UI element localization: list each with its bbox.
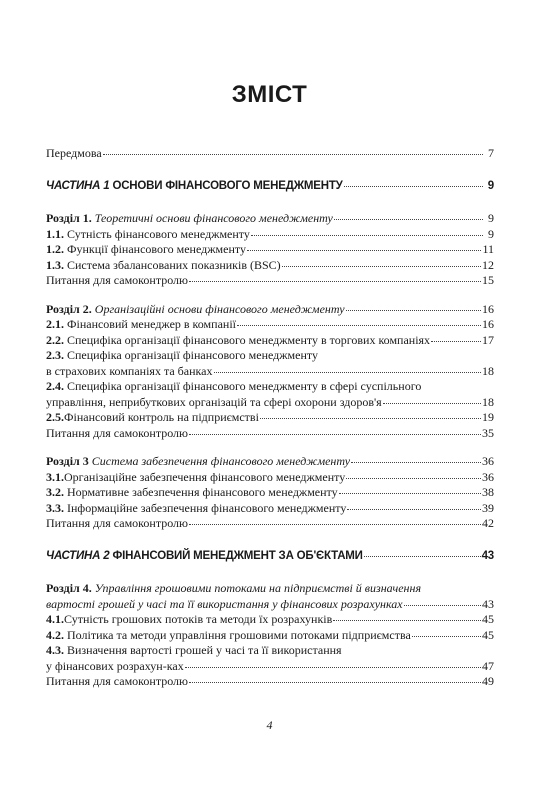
entry-number: 2.3. (46, 348, 64, 362)
dot-leader (351, 462, 481, 463)
page-number: 42 (482, 516, 494, 530)
entry-number: 3.3. (46, 500, 64, 515)
entry-text: Специфіка організації фінансового менеджменту в сфері суспільного (67, 379, 422, 393)
toc-entry-2-5[interactable] (46, 410, 494, 426)
part-label: ЧАСТИНА 2 (46, 549, 110, 562)
dot-leader (334, 219, 483, 220)
entry-number: 3.1. (46, 469, 64, 484)
page-number: 36 (482, 454, 494, 468)
dot-leader (189, 682, 481, 683)
toc-entry-preface[interactable] (46, 146, 494, 162)
toc-entry-1-3[interactable] (46, 258, 494, 274)
dot-leader (339, 493, 481, 494)
entry-text: Специфіка організації фінансового менеджменту (67, 348, 318, 362)
page-number: 16 (482, 317, 494, 331)
entry-text: Система збалансованих показників (BSC) (67, 257, 281, 272)
toc-entry-2-3-line-1[interactable] (46, 348, 494, 364)
page-folio: 4 (266, 718, 273, 732)
entry-text: Передмова (46, 146, 102, 160)
entry-number: 3.2. (46, 485, 64, 499)
entry-text: Питання для самоконтролю (46, 674, 189, 688)
section-title: Управління грошовими потоками на підприємстві й визначення (94, 581, 422, 595)
page-number: 16 (482, 301, 494, 316)
toc-entry-2-3-line-2[interactable] (46, 364, 494, 380)
page-number: 43 (481, 549, 494, 562)
page-number: 45 (482, 627, 494, 642)
page-number: 36 (482, 469, 494, 484)
entry-text: Питання для самоконтролю (46, 516, 189, 530)
page-number: 38 (482, 485, 494, 499)
toc-entry-2-1[interactable] (46, 317, 494, 333)
entry-text: Сутність грошових потоків та методи їх розрахунків (64, 612, 333, 626)
entry-number: 1.2. (46, 242, 64, 256)
section-label: Розділ 2. (46, 301, 92, 316)
entry-text: Інформаційне забезпечення фінансового менеджменту (67, 500, 347, 515)
entry-text: у фінансових розрахун-ках (46, 658, 184, 673)
part-label: ЧАСТИНА 1 (46, 179, 110, 192)
toc-entry-3-1[interactable] (46, 470, 494, 486)
entry-text: Політика та методи управління грошовими потоками підприємства (67, 627, 411, 642)
page-number: 9 (487, 179, 494, 192)
dot-leader (346, 478, 481, 479)
entry-number: 4.1. (46, 612, 64, 626)
entry-number: 4.2. (46, 627, 64, 642)
dot-leader (431, 341, 481, 342)
dot-leader (260, 418, 481, 419)
toc-entry-4-3-line-1[interactable] (46, 643, 494, 659)
dot-leader (185, 667, 481, 668)
entry-text: Питання для самоконтролю (46, 273, 189, 287)
page-number: 9 (488, 226, 494, 241)
entry-number: 2.2. (46, 332, 64, 347)
page-number: 35 (482, 425, 494, 440)
part-title: ФІНАНСОВИЙ МЕНЕДЖМЕНТ ЗА ОБ'ЄКТАМИ (112, 549, 363, 562)
dot-leader (282, 266, 481, 267)
page-number: 18 (482, 363, 494, 378)
section-label: Розділ 1. (46, 211, 92, 225)
section-label: Розділ 3 (46, 454, 89, 468)
entry-number: 4.3. (46, 643, 64, 657)
entry-text: Фінансовий менеджер в компанії (67, 317, 236, 331)
toc-entry-part-1[interactable] (46, 179, 494, 195)
entry-number: 1.1. (46, 226, 64, 241)
dot-leader (383, 403, 481, 404)
toc-entry-4-2[interactable] (46, 628, 494, 644)
page-number: 17 (482, 332, 494, 347)
dot-leader (364, 556, 481, 557)
toc-entry-2-2[interactable] (46, 333, 494, 349)
toc-entry-3-2[interactable] (46, 485, 494, 501)
page-number: 12 (482, 257, 494, 272)
toc-entry-section-4-line-1[interactable] (46, 581, 494, 597)
page-number: 45 (482, 612, 494, 626)
dot-leader (404, 605, 481, 606)
dot-leader (412, 636, 481, 637)
page-number: 7 (488, 146, 494, 160)
dot-leader (346, 310, 481, 311)
page-number: 11 (482, 242, 494, 256)
toc-entry-4-1[interactable] (46, 612, 494, 628)
toc-entry-part-2[interactable] (46, 549, 494, 565)
entry-number: 2.1. (46, 317, 64, 331)
dot-leader (247, 250, 481, 251)
part-title: ОСНОВИ ФІНАНСОВОГО МЕНЕДЖМЕНТУ (112, 179, 343, 192)
page-number: 43 (482, 596, 494, 611)
dot-leader (189, 434, 481, 435)
page-number: 15 (482, 273, 494, 287)
dot-leader (251, 235, 483, 236)
toc-entry-2-4-line-2[interactable] (46, 395, 494, 411)
dot-leader (237, 325, 481, 326)
page-number: 19 (482, 410, 494, 424)
toc-entry-2-review[interactable] (46, 426, 494, 442)
section-title: Система забезпечення фінансового менеджменту (91, 454, 351, 468)
toc-entry-4-review[interactable] (46, 674, 494, 690)
toc-entry-1-review[interactable] (46, 273, 494, 289)
dot-leader (344, 186, 483, 187)
toc-entry-section-4-line-2[interactable] (46, 597, 494, 613)
entry-text: Організаційне забезпечення фінансового менеджменту (64, 469, 346, 484)
toc-entry-1-2[interactable] (46, 242, 494, 258)
dot-leader (214, 372, 482, 373)
toc-entry-3-review[interactable] (46, 516, 494, 532)
dot-leader (189, 524, 481, 525)
entry-text: управління, неприбуткових організацій та сфері охорони здоров'я (46, 394, 382, 409)
dot-leader (333, 620, 481, 621)
page-number: 47 (482, 658, 494, 673)
toc-entry-1-1[interactable] (46, 227, 494, 243)
page-number: 18 (482, 394, 494, 409)
dot-leader (103, 154, 483, 155)
section-title: Організаційні основи фінансового менеджменту (94, 301, 345, 316)
page-number: 49 (482, 674, 494, 688)
page-number: 9 (488, 211, 494, 225)
entry-text: Питання для самоконтролю (46, 425, 189, 440)
section-title: Теоретичні основи фінансового менеджменту (94, 211, 333, 225)
toc-entry-section-3[interactable] (46, 454, 494, 470)
toc-entry-3-3[interactable] (46, 501, 494, 517)
table-of-contents (46, 146, 494, 690)
entry-text: Функції фінансового менеджменту (67, 242, 246, 256)
entry-number: 1.3. (46, 257, 64, 272)
entry-text: Нормативне забезпечення фінансового менеджменту (67, 485, 338, 499)
dot-leader (189, 281, 481, 282)
toc-entry-section-2[interactable] (46, 302, 494, 318)
toc-entry-4-3-line-2[interactable] (46, 659, 494, 675)
page-number: 39 (482, 500, 494, 515)
dot-leader (347, 509, 481, 510)
entry-text: в страхових компаніях та банках (46, 363, 213, 378)
entry-number: 2.5. (46, 410, 64, 424)
entry-text: Фінансовий контроль на підприємстві (64, 410, 259, 424)
page-title: ЗМІСТ (231, 81, 308, 108)
toc-entry-section-1[interactable] (46, 211, 494, 227)
toc-entry-2-4-line-1[interactable] (46, 379, 494, 395)
section-title-continued: вартості грошей у часі та її використання у фінансових розрахунках (46, 596, 403, 611)
entry-text: Сутність фінансового менеджменту (67, 226, 250, 241)
entry-text: Визначення вартості грошей у часі та її використання (67, 643, 342, 657)
entry-text: Специфіка організації фінансового менеджменту в торгових компаніях (67, 332, 431, 347)
entry-number: 2.4. (46, 379, 64, 393)
section-label: Розділ 4. (46, 581, 92, 595)
